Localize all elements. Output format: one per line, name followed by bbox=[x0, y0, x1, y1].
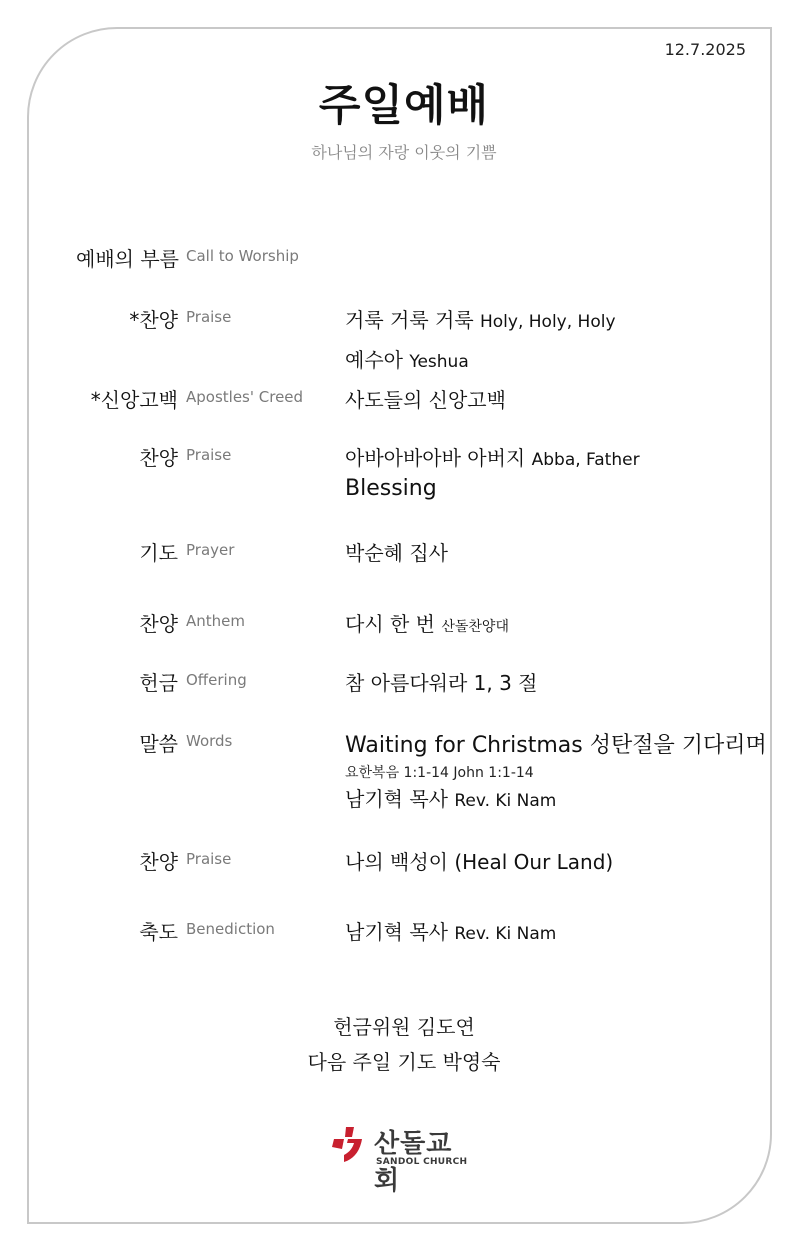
order-label-en: Call to Worship bbox=[186, 247, 299, 265]
order-label-ko: 축도 bbox=[139, 920, 178, 944]
item-en: Blessing bbox=[345, 476, 437, 501]
order-item bbox=[345, 537, 448, 566]
order-label-ko: *신앙고백 bbox=[90, 388, 178, 412]
order-label-ko: 말씀 bbox=[139, 732, 178, 756]
order-label-ko: 기도 bbox=[139, 541, 178, 565]
order-label-ko: 찬양 bbox=[139, 446, 178, 470]
order-item bbox=[345, 384, 506, 413]
order-label-ko: 찬양 bbox=[139, 612, 178, 636]
preacher bbox=[345, 783, 556, 812]
item-en: (Heal Our Land) bbox=[454, 850, 614, 874]
order-label-ko: 찬양 bbox=[139, 850, 178, 874]
order-label-en: Words bbox=[186, 732, 233, 750]
order-label-en: Praise bbox=[186, 446, 232, 464]
preacher-en: Rev. Ki Nam bbox=[454, 791, 557, 811]
sermon-title-ko: 성탄절을 기다리며 bbox=[589, 733, 767, 758]
church-logo-text: 산돌교회 bbox=[374, 1129, 453, 1196]
order-label-en: Praise bbox=[186, 850, 232, 868]
item-ko: 다시 한 번 bbox=[345, 612, 435, 636]
order-label-en: Benediction bbox=[186, 920, 275, 938]
order-label-ko: *찬양 bbox=[129, 308, 178, 332]
item-ko: 남기혁 목사 bbox=[345, 920, 448, 944]
item-en: Yeshua bbox=[409, 352, 469, 372]
order-item bbox=[345, 608, 509, 637]
order-label-en: Anthem bbox=[186, 612, 245, 630]
scripture-reference: 요한복음 1:1-14 John 1:1-14 bbox=[345, 765, 534, 781]
order-label-ko: 헌금 bbox=[139, 671, 178, 695]
service-date: 12.7.2025 bbox=[664, 40, 746, 59]
church-logo-icon bbox=[332, 1125, 368, 1163]
item-en: Holy, Holy, Holy bbox=[480, 312, 616, 332]
item-ko: 박순혜 집사 bbox=[345, 541, 448, 565]
order-label-en: Praise bbox=[186, 308, 232, 326]
sermon-title bbox=[345, 728, 767, 759]
item-ko: 거룩 거룩 거룩 bbox=[345, 308, 474, 332]
sermon-title-en: Waiting for Christmas bbox=[345, 733, 583, 758]
item-en: Rev. Ki Nam bbox=[454, 924, 557, 944]
page-title: 주일예배 bbox=[318, 81, 490, 131]
order-item bbox=[345, 344, 469, 373]
preacher-ko: 남기혁 목사 bbox=[345, 787, 448, 811]
order-item bbox=[345, 442, 640, 471]
item-ko: 예수아 bbox=[345, 348, 403, 372]
offering-committee: 헌금위원 김도연 bbox=[333, 1015, 475, 1039]
item-ko: 사도들의 신앙고백 bbox=[345, 388, 506, 412]
order-label-ko: 예배의 부름 bbox=[76, 247, 179, 271]
item-ko: 나의 백성이 bbox=[345, 850, 448, 874]
order-label-en: Offering bbox=[186, 671, 247, 689]
order-item bbox=[345, 667, 537, 696]
church-logo-subtext: SANDOL CHURCH bbox=[376, 1157, 468, 1167]
order-item bbox=[345, 476, 437, 501]
item-ko: 아바아바아바 아버지 bbox=[345, 446, 526, 470]
order-label-en: Prayer bbox=[186, 541, 235, 559]
church-logo bbox=[332, 1123, 472, 1196]
item-en: Abba, Father bbox=[531, 450, 640, 470]
order-label-en: Apostles' Creed bbox=[186, 388, 304, 406]
order-item bbox=[345, 304, 616, 333]
order-item bbox=[345, 916, 556, 945]
item-choir: 산돌찬양대 bbox=[441, 619, 509, 635]
page-subtitle: 하나님의 자랑 이웃의 기쁨 bbox=[311, 143, 497, 162]
order-item bbox=[345, 846, 613, 875]
next-week-prayer: 다음 주일 기도 박영숙 bbox=[307, 1050, 501, 1074]
item-ko: 참 아름다워라 1, 3 절 bbox=[345, 671, 538, 695]
